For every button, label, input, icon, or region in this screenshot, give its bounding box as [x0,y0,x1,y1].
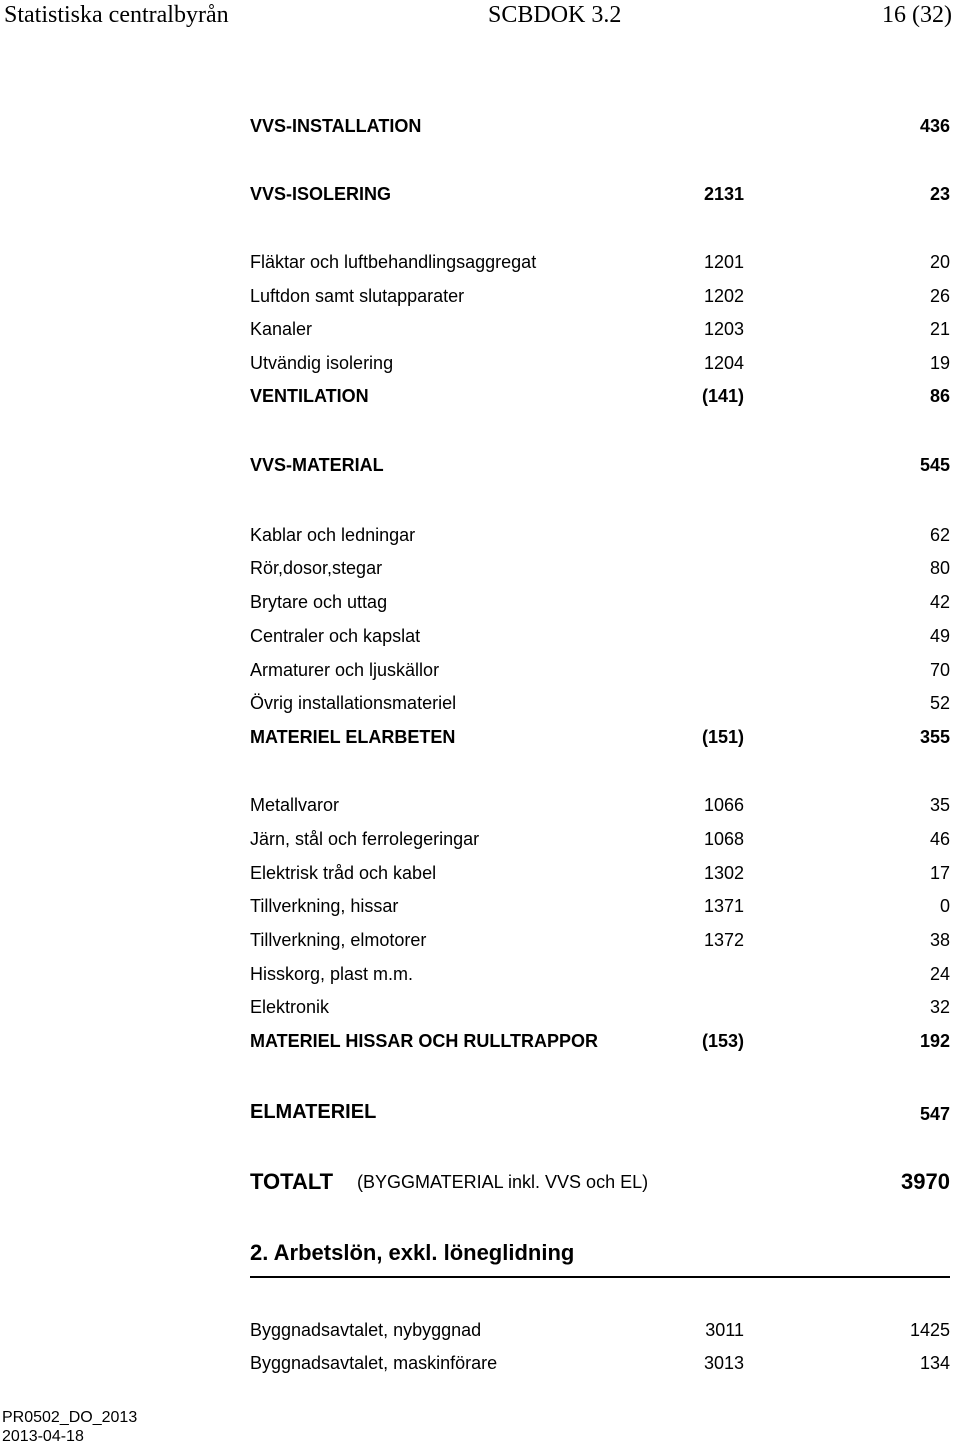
row-code: 3013 [703,1353,744,1373]
row-value: 134 [919,1353,950,1373]
row-code: 3011 [705,1320,744,1340]
table-row [0,893,960,919]
row-label: Hisskorg, plast m.m. [250,964,414,984]
row-code: 1066 [703,795,744,815]
table-row [0,283,960,309]
row-label: Luftdon samt slutapparater [250,286,465,306]
table-row [0,690,960,716]
row-value: 86 [929,386,950,406]
table-row [0,249,960,275]
row-value: 38 [929,930,950,950]
row-code: (141) [701,386,744,406]
table-row [0,1317,960,1343]
table-row [0,589,960,615]
row-value: 23 [929,184,950,204]
row-label: Metallvaror [250,795,340,815]
row-label: Kablar och ledningar [250,525,416,545]
page-header [0,0,960,34]
table-row [0,181,960,207]
row-value: 21 [929,319,950,339]
section-heading: 2. Arbetslön, exkl. löneglidning [250,1240,575,1265]
row-value: 19 [929,353,950,373]
row-label: VENTILATION [250,386,369,406]
row-label: Elektrisk tråd och kabel [250,863,437,883]
row-label: MATERIEL ELARBETEN [250,727,456,747]
row-label: Kanaler [250,319,313,339]
footer-date: 2013-04-18 [2,1428,84,1445]
table-row [0,994,960,1020]
table-row [0,927,960,953]
row-value: 1425 [909,1320,950,1340]
row-label: ELMATERIEL [250,1101,377,1123]
row-value: 52 [929,693,950,713]
row-code: 1204 [703,353,744,373]
row-label: Rör,dosor,stegar [250,558,383,578]
table-row [0,1350,960,1376]
table-row-subtotal [0,724,960,750]
row-value: 192 [919,1031,950,1051]
footer-doc-id: PR0502_DO_2013 [2,1409,138,1426]
section-divider [250,1276,950,1278]
row-label: VVS-INSTALLATION [250,116,422,136]
total-label: TOTALT [250,1169,334,1194]
row-label: Fläktar och luftbehandlingsaggregat [250,252,537,272]
row-value: 26 [929,286,950,306]
row-value: 355 [919,727,950,747]
table-row [0,860,960,886]
table-row [0,792,960,818]
row-label: Byggnadsavtalet, maskinförare [250,1353,498,1373]
row-value: 42 [929,592,950,612]
row-label: Armaturer och ljuskällor [250,660,440,680]
table-row-subtotal [0,383,960,409]
table-row [0,113,960,139]
table-row [0,522,960,548]
header-page: 16 (32) [882,2,952,28]
row-code: (153) [701,1031,744,1051]
total-value: 3970 [901,1169,950,1194]
row-label: Brytare och uttag [250,592,388,612]
table-row [0,623,960,649]
row-label: Övrig installationsmateriel [250,693,457,713]
row-label: Byggnadsavtalet, nybyggnad [250,1320,482,1340]
row-code: (151) [701,727,744,747]
row-code: 1068 [703,829,744,849]
row-value: 545 [919,455,950,475]
row-label: Elektronik [250,997,330,1017]
table-row [0,350,960,376]
row-code: 1201 [703,252,744,272]
table-row [0,316,960,342]
row-label: Tillverkning, elmotorer [250,930,427,950]
row-code: 1371 [703,896,744,916]
row-value: 20 [929,252,950,272]
row-value: 35 [929,795,950,815]
row-value: 62 [929,525,950,545]
row-label: Tillverkning, hissar [250,896,399,916]
row-value: 49 [929,626,950,646]
row-code: 1202 [703,286,744,306]
header-org: Statistiska centralbyrån [4,2,229,28]
table-row [0,555,960,581]
table-row-total [0,1097,960,1127]
row-code: 1372 [703,930,744,950]
table-row [0,657,960,683]
row-label: VVS-ISOLERING [250,184,392,204]
row-value: 17 [929,863,950,883]
row-code: 1203 [703,319,744,339]
grand-total-row [0,1166,960,1198]
row-label: Utvändig isolering [250,353,394,373]
table-row [0,826,960,852]
table-row [0,452,960,478]
row-label: VVS-MATERIAL [250,455,384,475]
row-value: 46 [929,829,950,849]
table-row [0,961,960,987]
row-value: 70 [929,660,950,680]
total-description: (BYGGMATERIAL inkl. VVS och EL) [357,1172,649,1192]
row-value: 32 [929,997,950,1017]
row-value: 24 [929,964,950,984]
table-row-subtotal [0,1028,960,1054]
row-label: MATERIEL HISSAR OCH RULLTRAPPOR [250,1031,599,1051]
row-value: 0 [939,896,950,916]
row-label: Järn, stål och ferrolegeringar [250,829,480,849]
row-label: Centraler och kapslat [250,626,421,646]
row-value: 436 [919,116,950,136]
row-value: 547 [919,1104,950,1124]
row-value: 80 [929,558,950,578]
header-doc: SCBDOK 3.2 [488,2,622,28]
row-code: 2131 [703,184,744,204]
row-code: 1302 [703,863,744,883]
